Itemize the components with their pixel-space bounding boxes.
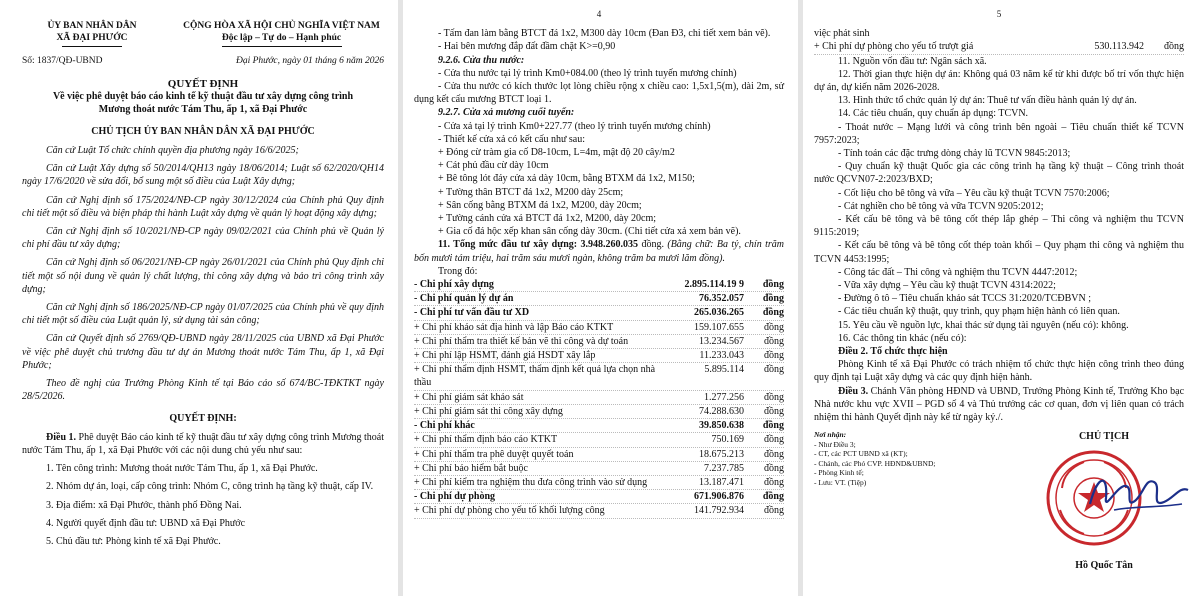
continuation-line: việc phát sinh: [814, 28, 870, 40]
cost-breakdown-table: [414, 278, 784, 518]
recipient: - Chánh, các Phó CVP. HĐND&UBND;: [814, 458, 936, 468]
article-1-item: 3. Địa điểm: xã Đại Phước, thành phố Đồng Nai.: [46, 499, 242, 511]
cost-row: + Chi phí giám sát khảo sát 1.277.256 đồng: [414, 391, 784, 405]
legal-basis: Căn cứ Nghị định số 10/2021/NĐ-CP ngày 09/02/2021 của Chính phủ về Quản lý chi phí đầu tư xây dựng;: [22, 225, 384, 251]
legal-basis: Căn cứ Luật Tổ chức chính quyền địa phương ngày 16/6/2025;: [46, 144, 299, 156]
spec-line: + Bê tông lót đáy cửa xả dày 10cm, bằng BTXM đá 1x2, M150;: [438, 173, 695, 185]
document-title: QUYẾT ĐỊNH: [167, 78, 239, 91]
recipient: - CT, các PCT UBND xã (KT);: [814, 449, 908, 459]
article-2-heading: Điều 2. Tổ chức thực hiện: [838, 346, 948, 358]
cost-row: + Chi phí dự phòng cho yếu tố khối lượng công 141.792.934 đồng: [414, 504, 784, 518]
project-item: 13. Hình thức tổ chức quản lý dự án: Thuê tư vấn điều hành quản lý dự án.: [838, 95, 1137, 107]
article-1-item: 2. Nhóm dự án, loại, cấp công trình: Nhóm C, công trình hạ tầng kỹ thuật, cấp IV.: [46, 481, 374, 493]
handwritten-signature-icon: [1084, 464, 1194, 524]
cost-row: + Chi phí giám sát thi công xây dựng 74.288.630 đồng: [414, 405, 784, 419]
article-1-item: 4. Người quyết định đầu tư: UBND xã Đại Phước: [46, 517, 246, 529]
page-divider: [798, 0, 803, 596]
article-1: Điều 1. Phê duyệt Báo cáo kinh tế kỹ thuật đầu tư xây dựng công trình Mương thoát nước Tám Thu, ấp 1, xã Đại Phước với các nội dung chủ yếu như sau:: [22, 431, 385, 457]
total-investment: 11. Tổng mức đầu tư xây dựng: 3.948.260.035 đồng. (Bằng chữ: Ba tỷ, chín trăm bốn mươi tám triệu, hai trăm sáu mươi ngàn, không trăm ba mươi lăm đồng).: [414, 239, 784, 264]
page-1: [0, 0, 398, 596]
article-2-text: Phòng Kinh tế xã Đại Phước có trách nhiệm tổ chức thực hiện công trình theo đúng quy định tại Luật xây dựng và các quy định hiện hành.: [814, 359, 1184, 384]
decision-heading: QUYẾT ĐỊNH:: [169, 413, 237, 425]
spec-line: - Cửa xả tại lý trình Km0+227.77 (theo lý trình tuyến mương chính): [438, 120, 711, 132]
project-item: 12. Thời gian thực hiện dự án: Không quá 03 năm kể từ khi được bố trí vốn thực hiện dự án, dự kiến năm 2026-2028.: [814, 68, 1184, 94]
document-number: Số: 1837/QĐ-UBND: [22, 56, 103, 66]
legal-bases: [22, 144, 384, 403]
spec-line: - Cửa thu nước tại lý trình Km0+084.00 (theo lý trình tuyến mương chính): [438, 67, 737, 79]
recipient: - Phòng Kinh tế;: [814, 468, 864, 478]
legal-basis: Căn cứ Luật Xây dựng số 50/2014/QH13 ngày 18/06/2014; Luật số 62/2020/QH14 ngày 17/6/2020 về sửa đổi, bổ sung một số điều của Luật Xây dựng;: [22, 163, 384, 188]
spec-line: + Cát phủ đầu cừ dày 10cm: [438, 160, 549, 172]
legal-basis: Căn cứ Nghị định số 186/2025/NĐ-CP ngày 01/07/2025 của Chính phủ về quy định chi tiết một số điều của Luật quản lý, sử dụng tài sản công;: [22, 301, 384, 327]
cost-row: + Chi phí kiểm tra nghiệm thu đưa công trình vào sử dụng 13.187.471 đồng: [414, 476, 784, 490]
project-item: - Cốt liệu cho bê tông và vữa – Yêu cầu kỹ thuật TCVN 7570:2006;: [838, 187, 1110, 199]
document-header: [22, 20, 384, 47]
cost-row: + Chi phí khảo sát địa hình và lập Báo cáo KTKT 159.107.655 đồng: [414, 321, 784, 335]
spec-line: + Đóng cừ tràm gia cố D8-10cm, L=4m, mật độ 20 cây/m2: [438, 147, 675, 159]
page-2: [404, 0, 798, 596]
cost-row: + Chi phí thẩm tra phê duyệt quyết toán 18.675.213 đồng: [414, 448, 784, 462]
signer: [1024, 430, 1184, 580]
signer-name: Hồ Quốc Tân: [1075, 560, 1133, 572]
article-1-item: 1. Tên công trình: Mương thoát nước Tám Thu, ấp 1, xã Đại Phước.: [46, 463, 318, 475]
project-item: 16. Các thông tin khác (nếu có):: [838, 332, 967, 344]
legal-basis: Căn cứ Nghị định số 175/2024/NĐ-CP ngày 30/12/2024 của Chính phủ Quy định chi tiết một số điều và biện pháp thi hành Luật xây dựng về quản lý hoạt động xây dựng;: [22, 194, 384, 219]
project-item: 14. Các tiêu chuẩn, quy chuẩn áp dụng: TCVN.: [838, 108, 1029, 120]
signer-role: CHỦ TỊCH: [1078, 431, 1130, 443]
cost-row: - Chi phí quản lý dự án 76.352.057 đồng: [414, 292, 784, 306]
project-item: - Kết cấu bê tông và bê tông cốt thép lắp ghép – Thi công và nghiệm thu TCVN 9115:2019;: [814, 214, 1184, 239]
issuing-org: ỦY BAN NHÂN DÂN XÃ ĐẠI PHƯỚC: [22, 20, 162, 47]
spec-line: + Tường thân BTCT đá 1x2, M200 dày 25cm;: [438, 186, 624, 198]
legal-basis: Căn cứ Nghị định số 06/2021/NĐ-CP ngày 26/01/2021 của Chính phủ Quy định chi tiết một số nội dung về quản lý chất lượng, thi công xây dựng và bảo trì công trình xây dựng;: [22, 257, 384, 295]
recipient: - Như Điều 3;: [814, 439, 856, 449]
section-heading: 9.2.7. Cửa xả mương cuối tuyến:: [438, 107, 575, 119]
cost-row: - Chi phí xây dựng 2.895.114.19 9 đồng: [414, 278, 784, 292]
in-which-label: Trong đó:: [438, 265, 478, 277]
cost-row: - Chi phí tư vấn đầu tư XD 265.036.265 đồng: [414, 306, 784, 320]
spec-line: + Tường cánh cửa xả BTCT đá 1x2, M200, dày 20cm;: [438, 213, 657, 225]
article-1-item: 5. Chủ đầu tư: Phòng kinh tế xã Đại Phước.: [46, 536, 221, 548]
cost-row: + Chi phí thẩm tra thiết kế bản vẽ thi công và dự toán 13.234.567 đồng: [414, 335, 784, 349]
project-item: - Tính toán các đặc trưng dòng chảy lũ TCVN 9845:2013;: [838, 148, 1071, 160]
cost-row: + Chi phí lập HSMT, đánh giá HSDT xây lắp 11.233.043 đồng: [414, 349, 784, 363]
project-item: 11. Nguồn vốn đầu tư: Ngân sách xã.: [838, 55, 987, 67]
legal-basis: Căn cứ Quyết định số 2769/QĐ-UBND ngày 28/11/2025 của UBND xã Đại Phước về việc phê duyệt chủ trương đầu tư dự án Mương thoát nước Tám Thu, ấp 1, xã Đại Phước;: [22, 333, 384, 371]
recipient: - Lưu: VT. (Tiệp): [814, 477, 867, 487]
document-date: Đại Phước, ngày 01 tháng 6 năm 2026: [236, 56, 384, 66]
section-heading: 9.2.6. Cửa thu nước:: [438, 54, 525, 66]
signature-block: [814, 430, 1184, 580]
legal-basis: Theo đề nghị của Trưởng Phòng Kinh tế tại Báo cáo số 674/BC-TĐKTKT ngày 28/5/2026.: [22, 377, 384, 403]
page-number: 5: [996, 9, 1002, 19]
spec-line: + Sân cống bằng BTXM đá 1x2, M200, dày 20cm;: [438, 199, 642, 211]
project-item: - Các tiêu chuẩn kỹ thuật, quy trình, quy phạm hiện hành có liên quan.: [838, 306, 1120, 318]
spec-line: + Gia cố đá hộc xếp khan sân cống dày 30cm. (Chi tiết cửa xả xem bản vẽ).: [438, 226, 741, 238]
page-3: [804, 0, 1200, 596]
spec-line: - Hai bên mương đắp đất đầm chặt K>=0,90: [438, 41, 616, 53]
cost-row: + Chi phí thẩm định HSMT, thẩm định kết quả lựa chọn nhà thầu 5.895.114 đồng: [414, 363, 784, 390]
project-item: - Vữa xây dựng – Yêu cầu kỹ thuật TCVN 4314:2022;: [838, 280, 1056, 292]
project-items: [814, 55, 1184, 345]
cost-row: - Chi phí khác 39.850.638 đồng: [414, 419, 784, 433]
national-motto: CỘNG HÒA XÃ HỘI CHỦ NGHĨA VIỆT NAM Độc lập – Tự do – Hạnh phúc: [179, 20, 384, 47]
project-item: - Công tác đất – Thi công và nghiệm thu TCVN 4447:2012;: [838, 266, 1078, 278]
document-subject: Về việc phê duyệt báo cáo kinh tế kỹ thuật đầu tư xây dựng công trình Mương thoát nước Tám Thu, ấp 1, xã Đại Phước: [52, 91, 354, 115]
page-divider: [398, 0, 403, 596]
project-item: - Quy chuẩn kỹ thuật Quốc gia các công trình hạ tầng kỹ thuật – Công trình thoát nước QCVN07-2:2023/BXD;: [814, 161, 1184, 186]
cost-row: + Chi phí thẩm định báo cáo KTKT 750.169 đồng: [414, 433, 784, 447]
cost-row: + Chi phí dự phòng cho yếu tố trượt giá 530.113.942 đồng: [814, 40, 1184, 54]
spec-line: - Cửa thu nước có kích thước lọt lòng chiều rộng x chiều cao: 1,5x1,5(m), dài 2m, sử dụng kết cấu mương BTCT loại 1.: [414, 81, 784, 106]
cost-row: + Chi phí bảo hiểm bắt buộc 7.237.785 đồng: [414, 462, 784, 476]
page-number: 4: [596, 9, 602, 19]
spec-line: - Tấm đan làm bằng BTCT đá 1x2, M300 dày 10cm (Đan Đ3, chi tiết xem bản vẽ).: [438, 28, 771, 40]
authority-heading: CHỦ TỊCH ỦY BAN NHÂN DÂN XÃ ĐẠI PHƯỚC: [91, 126, 315, 138]
project-item: 15. Yêu cầu về nguồn lực, khai thác sử dụng tài nguyên (nếu có): không.: [838, 319, 1129, 331]
cost-row: - Chi phí dự phòng 671.906.876 đồng: [414, 490, 784, 504]
project-item: - Thoát nước – Mạng lưới và công trình bên ngoài – Tiêu chuẩn thiết kế TCVN 7957:2023;: [814, 121, 1184, 146]
project-item: - Kết cấu bê tông và bê tông cốt thép toàn khối – Quy phạm thi công và nghiệm thu TCVN 4453:1995;: [814, 240, 1184, 265]
recipients: Nơi nhận: - Như Điều 3; - CT, các PCT UBND xã (KT); - Chánh, các Phó CVP. HĐND&UBND; - Phòng Kinh tế; - Lưu: VT. (Tiệp): [814, 430, 1024, 580]
spec-line: - Thiết kế cửa xả có kết cấu như sau:: [438, 133, 585, 145]
document-meta: [22, 55, 384, 68]
article-3: Điều 3. Chánh Văn phòng HĐND và UBND, Trưởng Phòng Kinh tế, Trưởng Kho bạc Nhà nước khu vực XVII – PGD số 4 và Thủ trưởng các cơ quan, đơn vị liên quan có trách nhiệm thi hành Quyết định này kể từ ngày ký./.: [814, 385, 1185, 424]
project-item: - Đường ô tô – Tiêu chuẩn khảo sát TCCS 31:2020/TCĐBVN ;: [838, 293, 1092, 305]
project-item: - Cát nghiền cho bê tông và vữa TCVN 9205:2012;: [838, 200, 1044, 212]
